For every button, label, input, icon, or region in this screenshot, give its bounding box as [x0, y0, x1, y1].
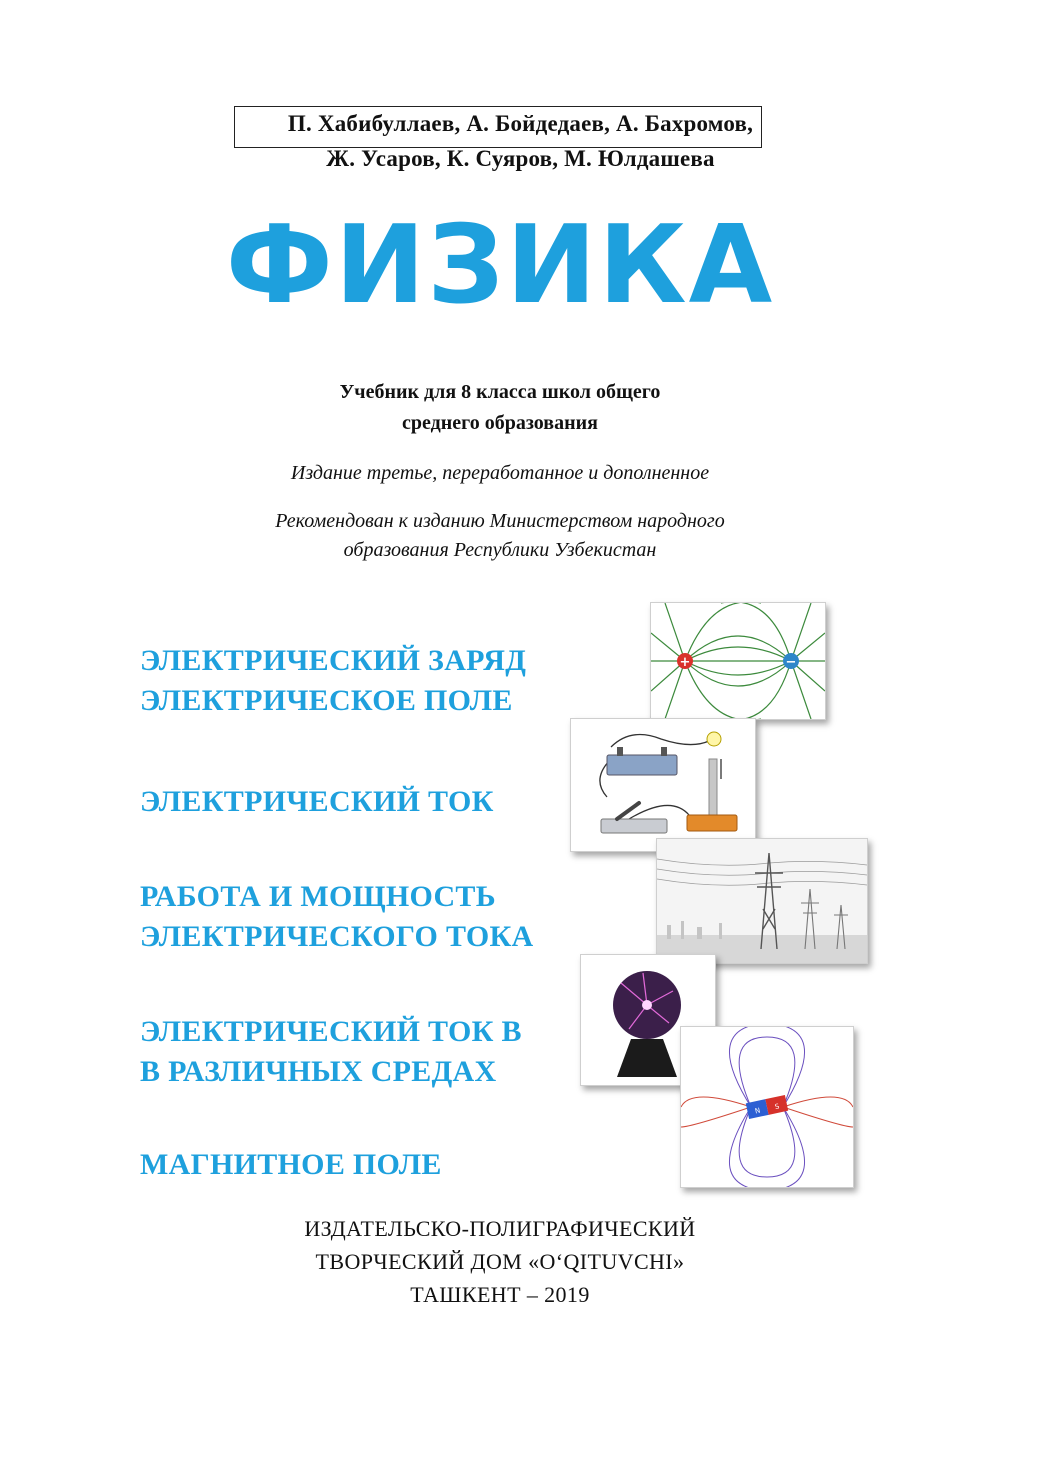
- minus-sign: −: [785, 655, 797, 670]
- topic-electric-charge: [140, 641, 526, 721]
- recommendation-line-1: Рекомендован к изданию Министерством народного: [275, 510, 725, 532]
- edition-note: Издание третье, переработанное и дополненное: [290, 462, 710, 484]
- topic-current-media: [140, 1012, 522, 1092]
- topic-work-power: [140, 877, 534, 957]
- recommendation-line-2: образования Республики Узбекистан: [343, 539, 657, 561]
- circuit-image: [570, 718, 756, 852]
- magnetic-field-image: [680, 1026, 854, 1188]
- topic-line: ЭЛЕКТРИЧЕСКИЙ ЗАРЯД: [140, 644, 527, 677]
- authors-line-1: П. Хабибуллаев, А. Бойдедаев, А. Бахромов,: [287, 111, 754, 136]
- publisher-line-1: ИЗДАТЕЛЬСКО-ПОЛИГРАФИЧЕСКИЙ: [304, 1216, 696, 1241]
- switch: [601, 819, 667, 833]
- topic-electric-current: [140, 782, 494, 822]
- battery: [607, 755, 677, 775]
- power-lines-image: [656, 838, 868, 964]
- topic-line: ЭЛЕКТРИЧЕСКОЕ ПОЛЕ: [140, 684, 513, 717]
- topic-line: ЭЛЕКТРИЧЕСКИЙ ТОК В: [140, 1015, 522, 1048]
- plasma-base: [617, 1039, 677, 1077]
- topic-line: МАГНИТНОЕ ПОЛЕ: [140, 1148, 442, 1181]
- subtitle-line-1: Учебник для 8 класса школ общего: [339, 381, 661, 403]
- publisher-line-2: ТВОРЧЕСКИЙ ДОМ «O‘QITUVCHI»: [315, 1249, 685, 1274]
- book-title: ФИЗИКА: [225, 203, 775, 328]
- topic-line: ЭЛЕКТРИЧЕСКИЙ ТОК: [140, 785, 494, 818]
- topic-line: В РАЗЛИЧНЫХ СРЕДАХ: [140, 1055, 497, 1088]
- electric-field-image: [650, 602, 826, 720]
- topic-line: ЭЛЕКТРИЧЕСКОГО ТОКА: [140, 920, 534, 953]
- authors-line-2: Ж. Усаров, К. Суяров, М. Юлдашева: [326, 146, 715, 171]
- subtitle-line-2: среднего образования: [402, 412, 598, 434]
- magnet-n-label: N: [754, 1106, 762, 1116]
- topic-line: РАБОТА И МОЩНОСТЬ: [140, 880, 496, 913]
- publisher-city-year: ТАШКЕНТ – 2019: [410, 1282, 590, 1307]
- plus-sign: +: [679, 655, 691, 670]
- magnet-s-label: S: [774, 1102, 781, 1112]
- lamp: [707, 732, 721, 746]
- topic-magnetic-field: [140, 1145, 442, 1185]
